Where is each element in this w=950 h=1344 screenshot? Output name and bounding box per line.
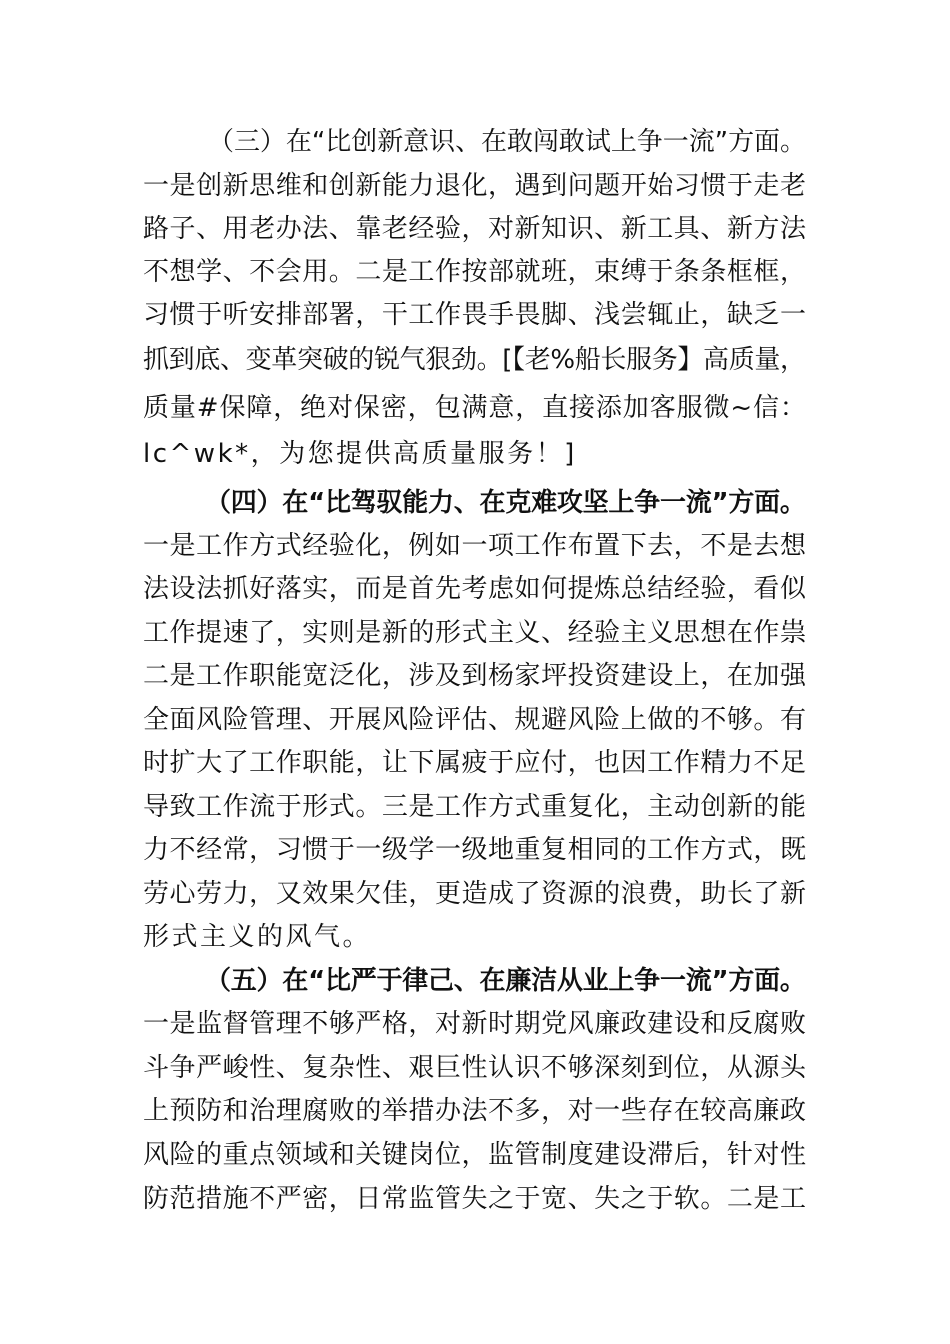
text-line [0,1004,950,1044]
line-text: 一是创新思维和创新能力退化，遇到问题开始习惯于走老 [143,171,807,201]
text-line [0,252,950,292]
line-text: 抓到底、变革突破的锐气狠劲。[【老%船长服务】高质量， [143,345,806,375]
text-line [0,1179,950,1219]
line-text: （四）在“比驾驭能力、在克难攻坚上争一流”方面。 [205,488,806,518]
text-line [0,613,950,653]
text-line [0,874,950,914]
text-line [0,166,950,206]
line-text: 斗争严峻性、复杂性、艰巨性认识不够深刻到位，从源头 [143,1053,807,1083]
line-text: 时扩大了工作职能，让下属疲于应付，也因工作精力不足 [143,748,807,778]
text-line [0,526,950,566]
line-text: 不想学、不会用。二是工作按部就班，束缚于条条框框， [143,257,807,287]
text-line [0,1091,950,1131]
line-text: 力不经常，习惯于一级学一级地重复相同的工作方式，既 [143,835,807,865]
line-text: 二是工作职能宽泛化，涉及到杨家坪投资建设上，在加强 [143,661,807,691]
line-text: 风险的重点领域和关键岗位，监管制度建设滞后，针对性 [143,1140,807,1170]
text-line [0,340,950,380]
section-heading [0,961,950,1001]
line-text: lc^wk*，为您提供高质量服务！] [143,439,577,469]
line-text: 劳心劳力，又效果欠佳，更造成了资源的浪费，助长了新 [143,879,807,909]
line-text: 一是工作方式经验化，例如一项工作布置下去，不是去想 [143,531,807,561]
text-line [0,569,950,609]
text-line [0,1135,950,1175]
text-line [0,917,950,957]
line-text: 导致工作流于形式。三是工作方式重复化，主动创新的能 [143,792,807,822]
line-text: 形式主义的风气。 [143,922,372,952]
line-text: 质量#保障，绝对保密，包满意，直接添加客服微~信： [143,393,807,423]
text-line [0,787,950,827]
text-line [0,1048,950,1088]
line-text: （三）在“比创新意识、在敢闯敢试上争一流”方面。 [208,127,806,157]
line-text: 防范措施不严密，日常监管失之于宽、失之于软。二是工 [143,1184,807,1214]
text-line [0,388,950,428]
line-text: 法设法抓好落实，而是首先考虑如何提炼总结经验，看似 [143,574,807,604]
text-line [0,830,950,870]
line-text: 上预防和治理腐败的举措办法不多，对一些存在较高廉政 [143,1096,807,1126]
line-text: （五）在“比严于律己、在廉洁从业上争一流”方面。 [205,966,806,996]
text-line [0,656,950,696]
line-text: 全面风险管理、开展风险评估、规避风险上做的不够。有 [143,705,807,735]
line-text: 工作提速了，实则是新的形式主义、经验主义思想在作祟 [143,618,807,648]
line-text: 习惯于听安排部署，干工作畏手畏脚、浅尝辄止，缺乏一 [143,300,807,330]
text-line [0,122,950,162]
text-line [0,743,950,783]
section-heading [0,483,950,523]
line-text: 路子、用老办法、靠老经验，对新知识、新工具、新方法 [143,214,807,244]
line-text: 一是监督管理不够严格，对新时期党风廉政建设和反腐败 [143,1009,807,1039]
text-line [0,209,950,249]
text-line [0,295,950,335]
text-line [0,700,950,740]
text-line [0,434,950,474]
